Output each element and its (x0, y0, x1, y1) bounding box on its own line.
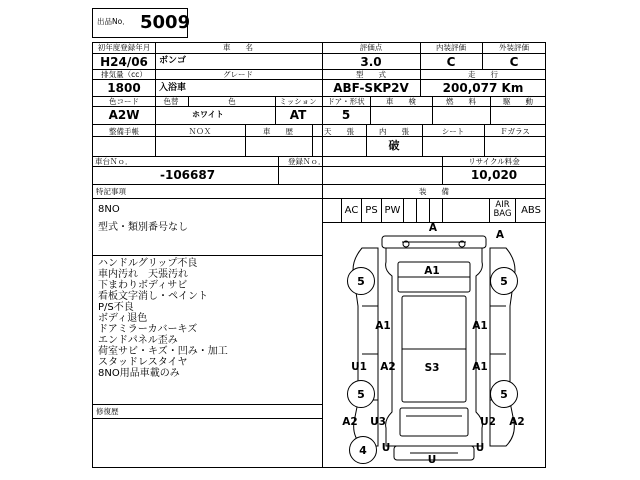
mark-left-rear-a: A2 (342, 416, 358, 428)
grade: 入浴車 (159, 83, 187, 93)
mark-floor: S3 (424, 362, 440, 374)
chassis-number: -106687 (160, 168, 216, 182)
note-line: 下まわりボディサビ (98, 280, 188, 291)
tire-front-left: 5 (347, 267, 375, 295)
exterior-grade: C (509, 55, 519, 69)
note-line: 8NO用品車載のみ (98, 368, 180, 379)
lot-label: 出品No． (97, 17, 130, 26)
seat-label: シート (441, 127, 465, 136)
reg-year: H24/06 (100, 55, 148, 69)
interior-grade: C (446, 55, 456, 69)
mark-rear-right-u: U (475, 442, 485, 454)
color-code-label: 色コード (109, 97, 139, 106)
note-line: P/S不良 (98, 302, 134, 313)
equip-cell (322, 198, 342, 222)
nox-label: ＮＯＸ (188, 127, 212, 136)
mark-left-front-door: A1 (375, 320, 391, 332)
type-label: 型 式 (356, 70, 386, 79)
equip-airbag: AIR BAG (493, 200, 512, 219)
note-line: 看板文字消し・ペイント (98, 291, 208, 302)
exterior-label: 外装評価 (499, 43, 529, 52)
equip-cell (516, 198, 546, 222)
inspection-label: 車 検 (386, 97, 416, 106)
color: ホワイト (192, 110, 224, 119)
mark-rear-bottom: U (427, 454, 437, 466)
equip-pw: PW (384, 204, 401, 216)
mark-hood: A1 (424, 265, 440, 277)
model: ボンゴ (159, 56, 187, 66)
mileage: 200,077 Km (442, 81, 524, 95)
color-change-label: 色替 (163, 97, 179, 106)
note-line: ハンドルグリップ不良 (98, 258, 198, 269)
note-line: 荷室サビ・キズ・凹み・加工 (98, 346, 228, 357)
mark-right-sill: A1 (472, 361, 488, 373)
equip-cell (362, 198, 382, 222)
interior-label: 内装評価 (436, 43, 466, 52)
note-line: ドアミラーカバーキズ (98, 324, 198, 335)
mark-right-front-door: A1 (472, 320, 488, 332)
mark-left-sill-a: U1 (351, 361, 367, 373)
fuel-label: 燃 料 (446, 97, 476, 106)
model-type: ABF-SKP2V (333, 81, 409, 95)
equip-cell (417, 198, 430, 222)
tire-spare: 4 (349, 436, 377, 464)
glass-label: Ｆガラス (500, 127, 530, 136)
recycle-fee: 10,020 (470, 168, 518, 182)
history-label: 車 歴 (263, 127, 293, 136)
equip-abs: ABS (521, 204, 541, 216)
displacement: 1800 (107, 81, 141, 95)
color-label: 色 (228, 97, 236, 106)
note-line: 車内汚れ 天張汚れ (98, 269, 188, 280)
displacement-label: 排気量（cc） (101, 70, 147, 79)
repair-history-label: 修復歴 (96, 407, 119, 416)
mark-front-top: A (428, 222, 438, 234)
mark-left-rear-b: U3 (370, 416, 386, 428)
mark-right-rear-b: A2 (509, 416, 525, 428)
mark-rear-left-u: U (381, 442, 391, 454)
chassis-label: 車台Ｎｏ． (95, 157, 133, 166)
equip-cell (342, 198, 362, 222)
mark-left-sill-b: A2 (380, 361, 396, 373)
note-line: 8NO (98, 204, 120, 215)
mark-front-right: A (495, 229, 505, 241)
hood-label: 内 張 (379, 127, 409, 136)
mission-label: ミッション (279, 97, 317, 106)
notes-section-label: 特記事項 (96, 187, 126, 196)
doors-label: ドア・形状 (327, 97, 365, 106)
color-code: A2W (108, 108, 140, 122)
equip-cell (382, 198, 404, 222)
lot-number: 5009 (140, 12, 191, 33)
note-line: 型式・類別番号なし (98, 222, 188, 233)
equip-ps: PS (365, 204, 378, 216)
mileage-label: 走 行 (468, 70, 498, 79)
note-line: エンドパネル歪み (98, 335, 178, 346)
tire-front-right: 5 (490, 267, 518, 295)
ceiling-label: 天 張 (324, 127, 354, 136)
drive-label: 駆 動 (503, 97, 533, 106)
equip-cell (404, 198, 417, 222)
manual-label: 整備手帳 (109, 127, 139, 136)
equip-cell (430, 198, 443, 222)
mark-right-rear-a: U2 (480, 416, 496, 428)
equip-cell (443, 198, 490, 222)
tire-rear-left: 5 (347, 380, 375, 408)
doors: 5 (341, 108, 351, 122)
model-label: 車 名 (223, 43, 253, 52)
note-line: スタッドレスタイヤ (98, 357, 188, 368)
equipment-section-label: 装 備 (419, 187, 449, 196)
car-diagram (322, 222, 546, 468)
equip-ac: AC (344, 204, 359, 216)
equip-cell (490, 198, 516, 222)
tire-rear-right: 5 (490, 380, 518, 408)
hood-value: 破 (388, 139, 400, 152)
score-label: 評価点 (359, 43, 383, 52)
recycle-label: リサイクル料金 (468, 157, 520, 166)
reg-no-label: 登録Ｎｏ． (288, 157, 326, 166)
grade-label: グレード (223, 70, 253, 79)
reg-year-label: 初年度登録年月 (97, 43, 151, 52)
score: 3.0 (360, 55, 382, 69)
note-line: ボディ退色 (98, 313, 148, 324)
mission: AT (289, 108, 307, 122)
